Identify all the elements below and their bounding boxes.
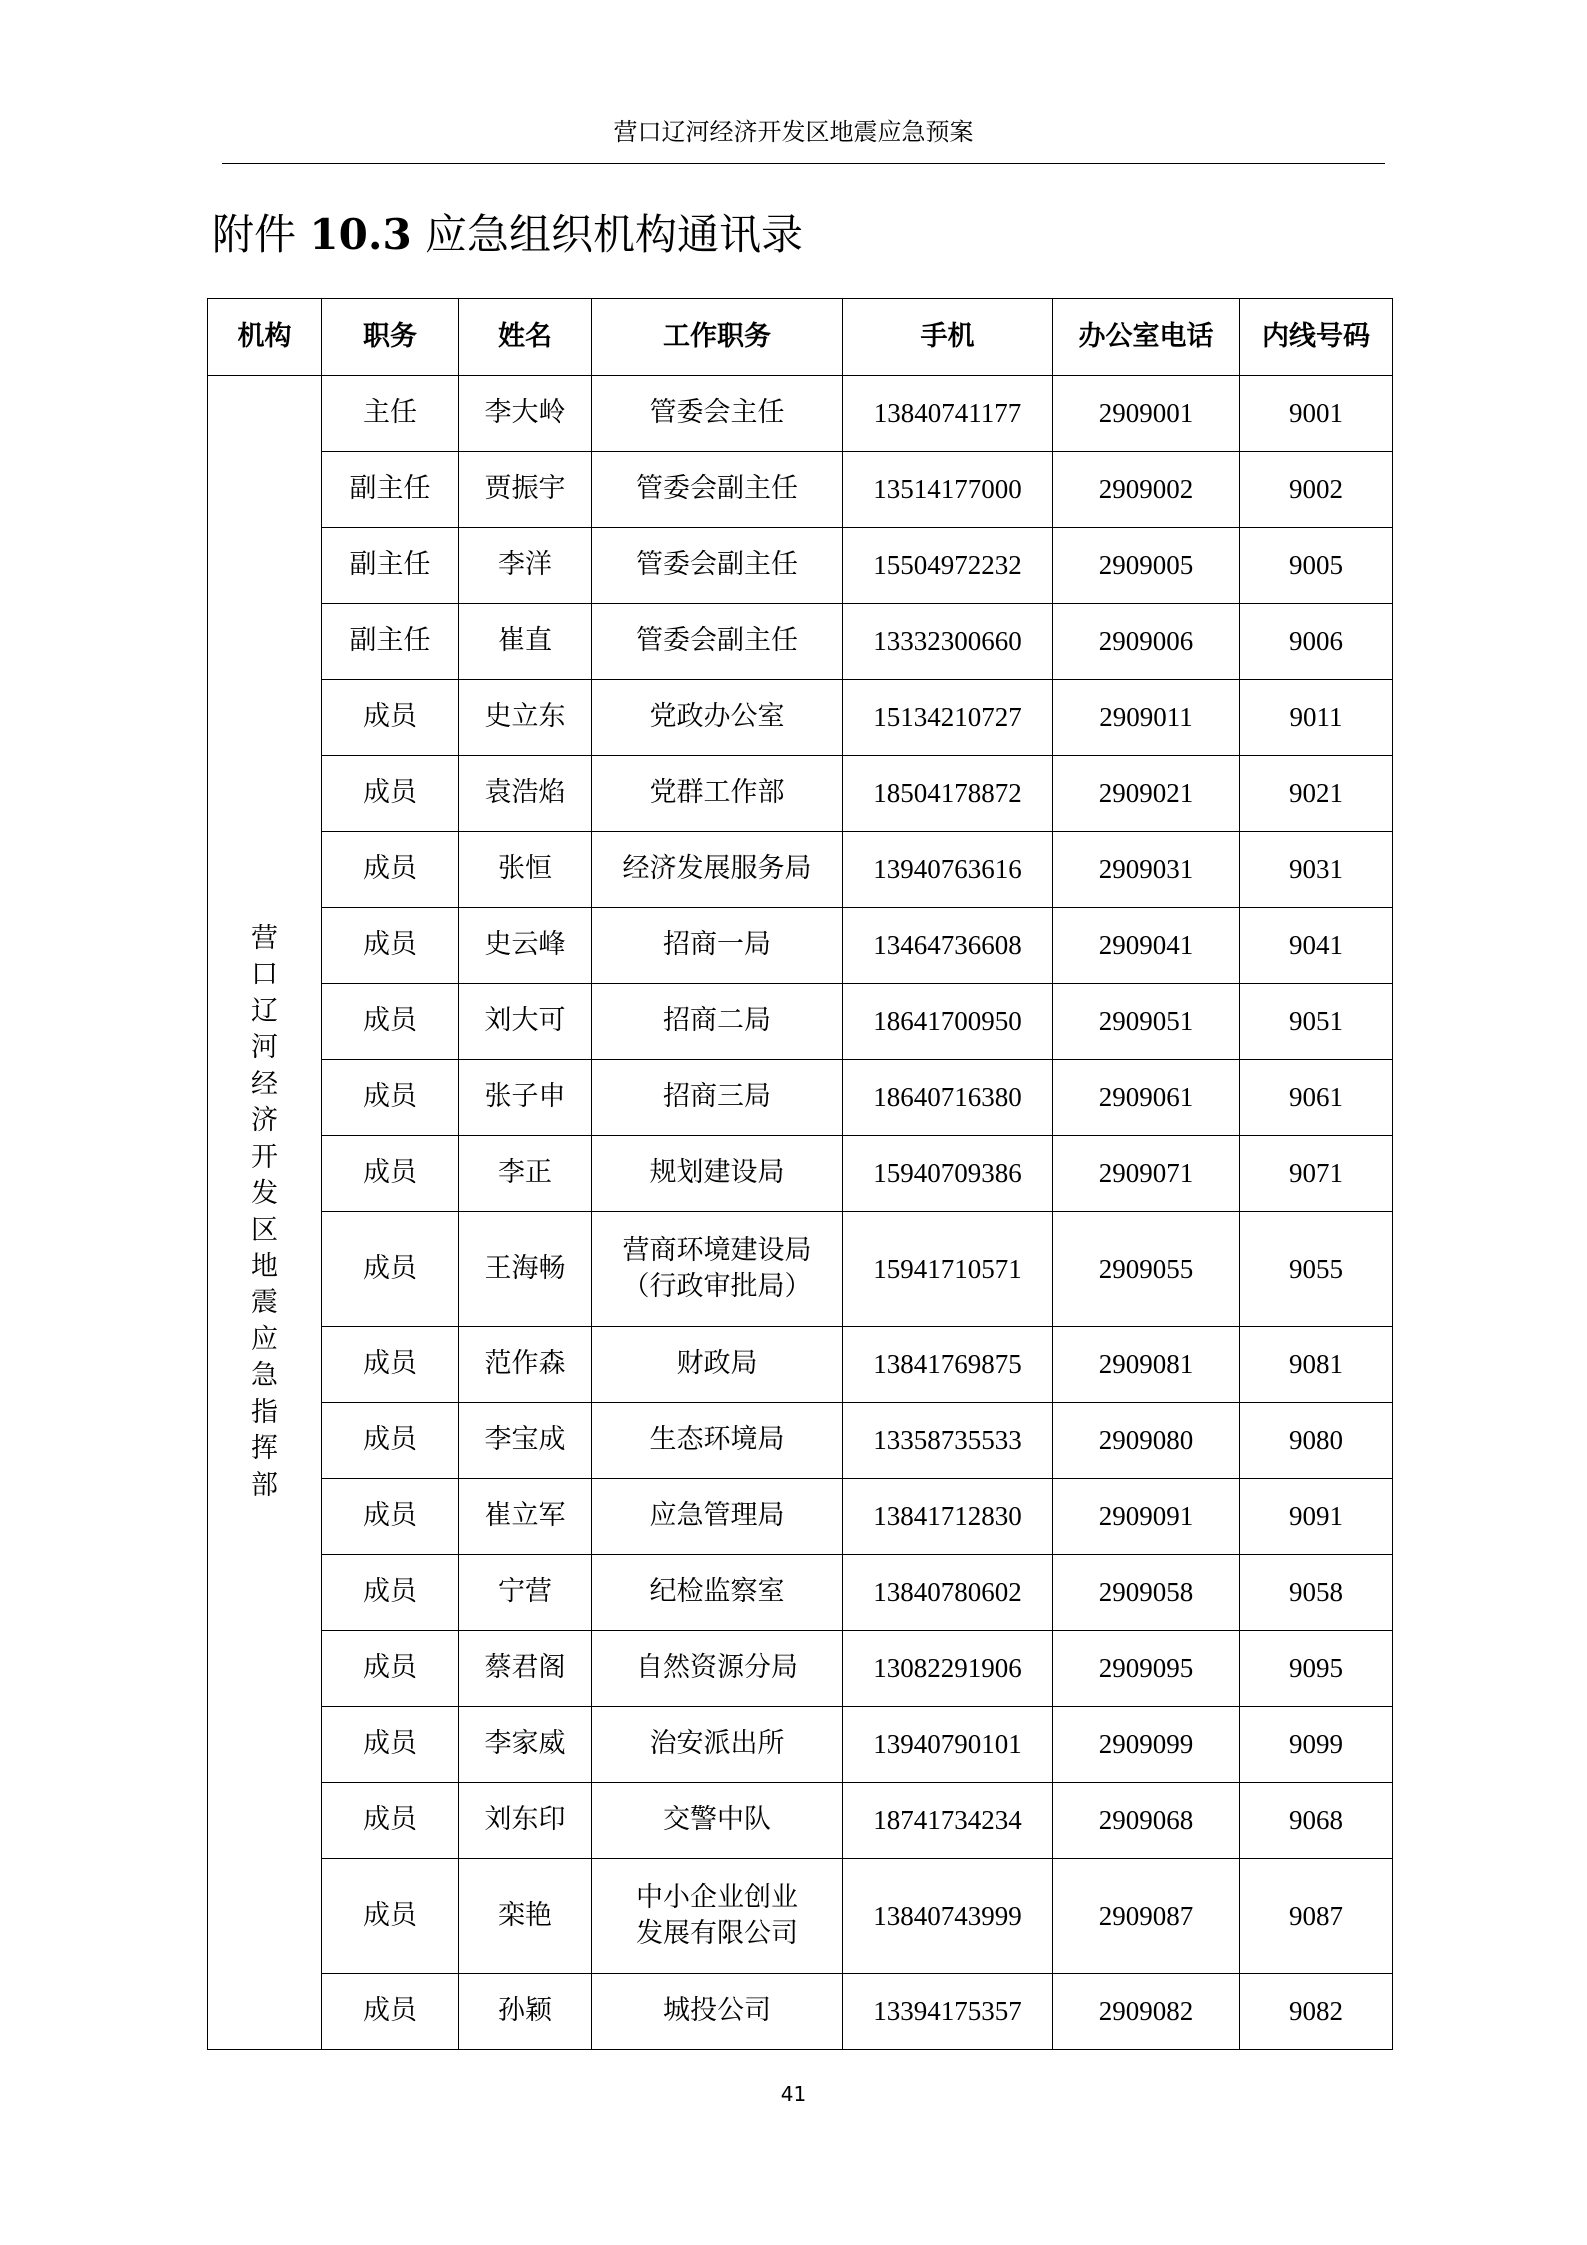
name-cell: 袁浩焰 (459, 756, 592, 832)
work-cell: 党群工作部 (592, 756, 843, 832)
work-cell: 财政局 (592, 1327, 843, 1403)
title-text: 应急组织机构通讯录 (425, 210, 804, 259)
extension-cell: 9082 (1240, 1974, 1393, 2050)
role-cell: 成员 (322, 908, 459, 984)
role-cell: 成员 (322, 1212, 459, 1327)
page-number: 41 (780, 2082, 807, 2106)
work-cell (592, 1859, 843, 1974)
extension-cell: 9011 (1240, 680, 1393, 756)
extension-cell: 9061 (1240, 1060, 1393, 1136)
office-phone-cell: 2909031 (1053, 832, 1240, 908)
extension-cell: 9001 (1240, 376, 1393, 452)
table-row (208, 528, 1393, 604)
mobile-cell: 13840780602 (843, 1555, 1053, 1631)
extension-cell: 9031 (1240, 832, 1393, 908)
work-cell: 招商一局 (592, 908, 843, 984)
table-row (208, 832, 1393, 908)
office-phone-cell: 2909055 (1053, 1212, 1240, 1327)
mobile-cell: 18640716380 (843, 1060, 1053, 1136)
office-phone-cell: 2909095 (1053, 1631, 1240, 1707)
mobile-cell: 13841712830 (843, 1479, 1053, 1555)
role-cell: 成员 (322, 756, 459, 832)
name-cell: 刘东印 (459, 1783, 592, 1859)
name-cell: 贾振宇 (459, 452, 592, 528)
extension-cell: 9095 (1240, 1631, 1393, 1707)
role-cell: 成员 (322, 1859, 459, 1974)
mobile-cell: 15940709386 (843, 1136, 1053, 1212)
table-row (208, 984, 1393, 1060)
name-cell: 崔立军 (459, 1479, 592, 1555)
extension-cell: 9081 (1240, 1327, 1393, 1403)
mobile-cell: 13841769875 (843, 1327, 1053, 1403)
running-header: 营口辽河经济开发区地震应急预案 (613, 118, 974, 146)
mobile-cell: 15134210727 (843, 680, 1053, 756)
work-cell: 党政办公室 (592, 680, 843, 756)
office-phone-cell: 2909061 (1053, 1060, 1240, 1136)
office-phone-cell: 2909002 (1053, 452, 1240, 528)
office-phone-cell: 2909099 (1053, 1707, 1240, 1783)
role-cell: 成员 (322, 1060, 459, 1136)
role-cell: 副主任 (322, 604, 459, 680)
mobile-cell: 13464736608 (843, 908, 1053, 984)
work-cell: 治安派出所 (592, 1707, 843, 1783)
extension-cell: 9087 (1240, 1859, 1393, 1974)
work-line: 营商环境建设局 (622, 1234, 812, 1266)
extension-cell: 9058 (1240, 1555, 1393, 1631)
office-phone-cell: 2909071 (1053, 1136, 1240, 1212)
work-cell: 管委会主任 (592, 376, 843, 452)
table-row (208, 1060, 1393, 1136)
extension-cell: 9006 (1240, 604, 1393, 680)
column-header: 姓名 (459, 299, 592, 376)
office-phone-cell: 2909011 (1053, 680, 1240, 756)
role-cell: 主任 (322, 376, 459, 452)
table-row (208, 452, 1393, 528)
page-title (212, 202, 803, 262)
office-phone-cell: 2909087 (1053, 1859, 1240, 1974)
mobile-cell: 18741734234 (843, 1783, 1053, 1859)
table-row (208, 1479, 1393, 1555)
name-cell: 李宝成 (459, 1403, 592, 1479)
office-phone-cell: 2909005 (1053, 528, 1240, 604)
role-cell: 成员 (322, 1136, 459, 1212)
role-cell: 成员 (322, 1974, 459, 2050)
extension-cell: 9080 (1240, 1403, 1393, 1479)
mobile-cell: 13358735533 (843, 1403, 1053, 1479)
name-cell: 史云峰 (459, 908, 592, 984)
role-cell: 成员 (322, 1555, 459, 1631)
office-phone-cell: 2909001 (1053, 376, 1240, 452)
table-row (208, 1974, 1393, 2050)
name-cell: 范作森 (459, 1327, 592, 1403)
name-cell: 李正 (459, 1136, 592, 1212)
extension-cell: 9055 (1240, 1212, 1393, 1327)
mobile-cell: 13514177000 (843, 452, 1053, 528)
table-row (208, 1555, 1393, 1631)
name-cell: 王海畅 (459, 1212, 592, 1327)
mobile-cell: 13940763616 (843, 832, 1053, 908)
work-cell: 纪检监察室 (592, 1555, 843, 1631)
office-phone-cell: 2909021 (1053, 756, 1240, 832)
role-cell: 成员 (322, 1403, 459, 1479)
extension-cell: 9002 (1240, 452, 1393, 528)
title-prefix: 附件 (212, 210, 297, 259)
table-row (208, 1783, 1393, 1859)
mobile-cell: 15941710571 (843, 1212, 1053, 1327)
column-header: 办公室电话 (1053, 299, 1240, 376)
work-cell: 城投公司 (592, 1974, 843, 2050)
work-cell (592, 1212, 843, 1327)
mobile-cell: 18641700950 (843, 984, 1053, 1060)
table-row (208, 1327, 1393, 1403)
name-cell: 李洋 (459, 528, 592, 604)
name-cell: 刘大可 (459, 984, 592, 1060)
office-phone-cell: 2909058 (1053, 1555, 1240, 1631)
table-row (208, 604, 1393, 680)
organization-name: 营口辽河经济开发区地震应急指挥部 (251, 923, 278, 1501)
role-cell: 成员 (322, 1327, 459, 1403)
name-cell: 蔡君阁 (459, 1631, 592, 1707)
office-phone-cell: 2909082 (1053, 1974, 1240, 2050)
table-row (208, 376, 1393, 452)
table-row (208, 756, 1393, 832)
work-line: 发展有限公司 (636, 1918, 798, 1949)
role-cell: 成员 (322, 1631, 459, 1707)
work-line: （行政审批局） (622, 1271, 812, 1302)
work-cell: 招商三局 (592, 1060, 843, 1136)
name-cell: 崔直 (459, 604, 592, 680)
name-cell: 栾艳 (459, 1859, 592, 1974)
table-header-row (208, 299, 1393, 376)
table-body (208, 376, 1393, 2050)
role-cell: 成员 (322, 1707, 459, 1783)
role-cell: 成员 (322, 984, 459, 1060)
mobile-cell: 13394175357 (843, 1974, 1053, 2050)
mobile-cell: 13840741177 (843, 376, 1053, 452)
extension-cell: 9005 (1240, 528, 1393, 604)
name-cell: 宁营 (459, 1555, 592, 1631)
office-phone-cell: 2909081 (1053, 1327, 1240, 1403)
extension-cell: 9071 (1240, 1136, 1393, 1212)
table-row (208, 1631, 1393, 1707)
role-cell: 成员 (322, 680, 459, 756)
office-phone-cell: 2909068 (1053, 1783, 1240, 1859)
work-cell: 自然资源分局 (592, 1631, 843, 1707)
role-cell: 副主任 (322, 528, 459, 604)
mobile-cell: 13840743999 (843, 1859, 1053, 1974)
work-cell: 招商二局 (592, 984, 843, 1060)
table-row (208, 1403, 1393, 1479)
work-cell: 管委会副主任 (592, 452, 843, 528)
contact-directory-table (207, 298, 1393, 2050)
office-phone-cell: 2909041 (1053, 908, 1240, 984)
column-header: 职务 (322, 299, 459, 376)
work-cell: 交警中队 (592, 1783, 843, 1859)
table-row (208, 1212, 1393, 1327)
name-cell: 李大岭 (459, 376, 592, 452)
office-phone-cell: 2909051 (1053, 984, 1240, 1060)
extension-cell: 9041 (1240, 908, 1393, 984)
table-row (208, 680, 1393, 756)
extension-cell: 9051 (1240, 984, 1393, 1060)
extension-cell: 9068 (1240, 1783, 1393, 1859)
table-row (208, 908, 1393, 984)
role-cell: 副主任 (322, 452, 459, 528)
role-cell: 成员 (322, 832, 459, 908)
work-cell: 管委会副主任 (592, 528, 843, 604)
mobile-cell: 18504178872 (843, 756, 1053, 832)
mobile-cell: 15504972232 (843, 528, 1053, 604)
column-header: 机构 (208, 299, 322, 376)
extension-cell: 9021 (1240, 756, 1393, 832)
title-number: 10.3 (309, 210, 412, 259)
column-header: 内线号码 (1240, 299, 1393, 376)
column-header: 手机 (843, 299, 1053, 376)
table-row (208, 1136, 1393, 1212)
role-cell: 成员 (322, 1783, 459, 1859)
name-cell: 张子申 (459, 1060, 592, 1136)
name-cell: 张恒 (459, 832, 592, 908)
table-row (208, 1859, 1393, 1974)
mobile-cell: 13332300660 (843, 604, 1053, 680)
mobile-cell: 13082291906 (843, 1631, 1053, 1707)
office-phone-cell: 2909091 (1053, 1479, 1240, 1555)
work-cell: 生态环境局 (592, 1403, 843, 1479)
work-cell: 应急管理局 (592, 1479, 843, 1555)
name-cell: 李家威 (459, 1707, 592, 1783)
work-line: 中小企业创业 (636, 1881, 798, 1913)
mobile-cell: 13940790101 (843, 1707, 1053, 1783)
work-cell: 经济发展服务局 (592, 832, 843, 908)
extension-cell: 9091 (1240, 1479, 1393, 1555)
office-phone-cell: 2909006 (1053, 604, 1240, 680)
work-cell: 管委会副主任 (592, 604, 843, 680)
column-header: 工作职务 (592, 299, 843, 376)
header-divider (222, 163, 1385, 164)
name-cell: 孙颖 (459, 1974, 592, 2050)
role-cell: 成员 (322, 1479, 459, 1555)
extension-cell: 9099 (1240, 1707, 1393, 1783)
name-cell: 史立东 (459, 680, 592, 756)
office-phone-cell: 2909080 (1053, 1403, 1240, 1479)
table-row (208, 1707, 1393, 1783)
organization-cell (208, 376, 322, 2050)
work-cell: 规划建设局 (592, 1136, 843, 1212)
